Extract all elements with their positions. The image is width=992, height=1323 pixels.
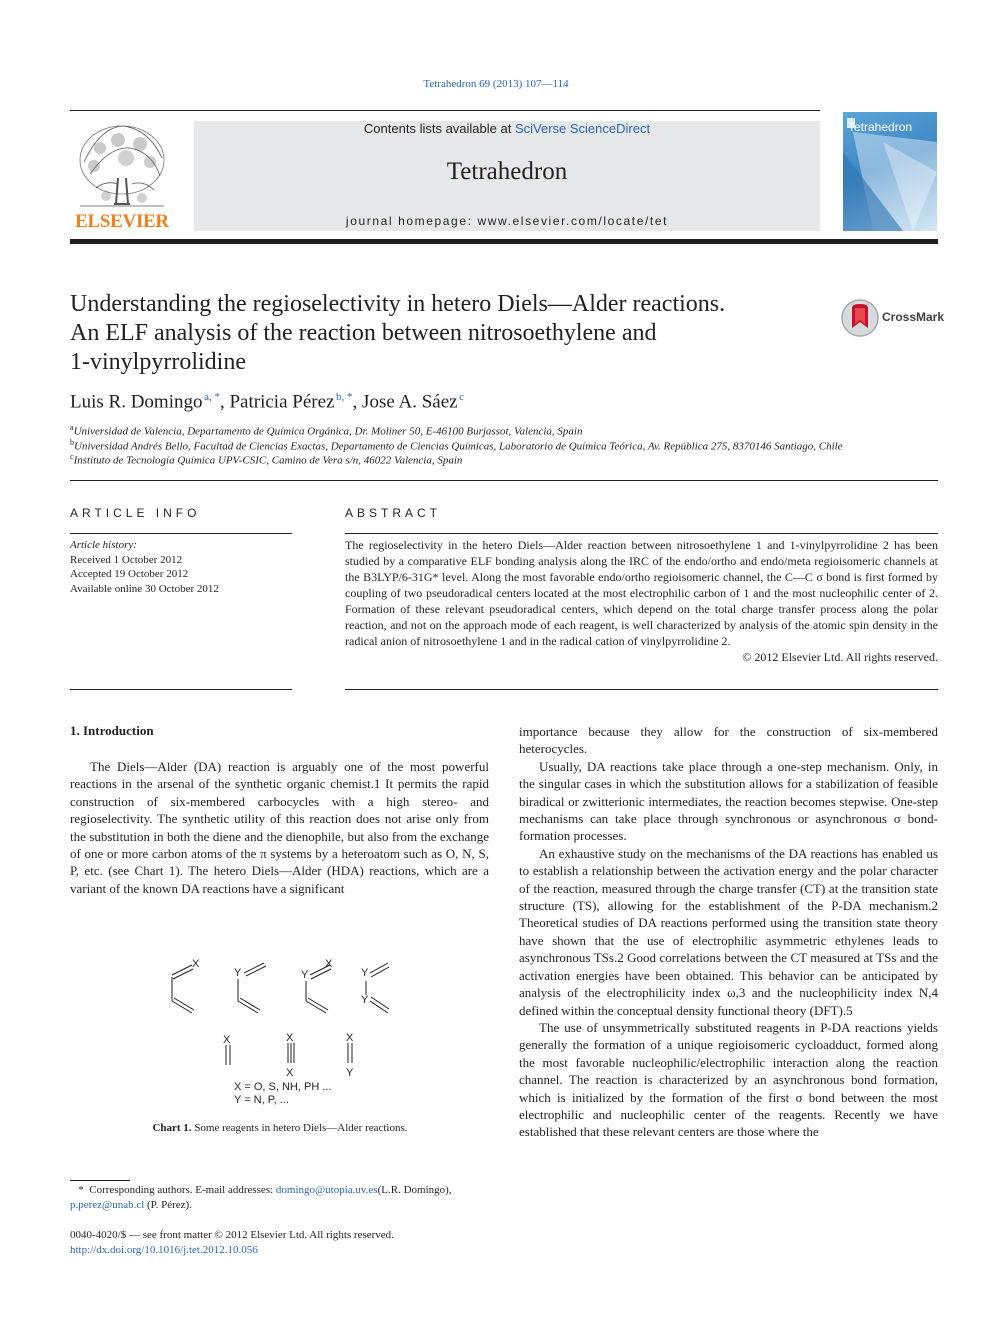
chart1-caption (70, 1122, 490, 1134)
atom-label: Y (234, 967, 242, 979)
section-heading-introduction: 1. Introduction (70, 723, 154, 738)
footnote-name: (L.R. Domingo), (377, 1184, 452, 1196)
crossmark-label[interactable]: CrossMark (882, 310, 945, 324)
atom-label: Y (301, 969, 309, 981)
atom-label: Y (361, 994, 369, 1006)
title-line: 1-vinylpyrrolidine (70, 349, 246, 375)
article-info-bottom-rule (70, 689, 292, 690)
author-affil-marker[interactable]: a, * (204, 391, 220, 403)
intro-paragraph: The Diels—Alder (DA) reaction is arguably one of the most powerful reactions in the arsenal of the synthetic organic chemist.1 It permits the rapid construction of six-membered carbocycles with a high stereo- and regioselectivity. The synthetic utility of this reaction does not arise only from the substitution in both the diene and the dienophile, but also from the exchange of one or more carbon atoms of the π systems by a heteroatom such as O, N, S, P, etc. (see Chart 1). The hetero Diels—Alder (HDA) reactions, which are a variant of the known DA reactions have a significant (70, 759, 489, 896)
affiliation-rule (70, 480, 938, 481)
journal-citation[interactable]: Tetrahedron 69 (2013) 107—114 (423, 78, 569, 90)
article-title (70, 290, 810, 377)
abstract-bottom-rule (345, 689, 938, 690)
footnote-prefix: Corresponding authors. E-mail addresses: (89, 1184, 276, 1196)
affiliation-text: Universidad Andrés Bello, Facultad de Ciencias Exactas, Departamento de Ciencias Químicas, Laboratorio de Química Teórica, Av. República 275, 8370146 Santiago, Chile (74, 440, 843, 453)
chart1-caption-label: Chart 1. (152, 1122, 192, 1134)
affiliation-mark: a (70, 423, 74, 432)
affiliation-mark: b (70, 438, 74, 447)
atom-label: X (286, 1032, 294, 1044)
abstract-body (345, 537, 938, 665)
atom-label: X (286, 1067, 294, 1079)
sciencedirect-link[interactable]: SciVerse ScienceDirect (514, 121, 651, 136)
title-line: Understanding the regioselectivity in hetero Diels—Alder reactions. (70, 291, 726, 317)
corresponding-author-footnote (70, 1183, 490, 1213)
abstract-heading: ABSTRACT (345, 506, 442, 520)
intro-paragraph: importance because they allow for the construction of six-membered heterocycles. (519, 724, 938, 757)
abstract-text: The regioselectivity in the hetero Diels—Alder reaction between nitrosoethylene 1 and 1-vinylpyrrolidine 2 has been studied by a comparative ELF bonding analysis along the IRC of the endo/ortho and endo/meta regioisomeric channels at the B3LYP/6-31G* level. Along the most favorable endo/ortho regioisomeric channel, the C—C σ bond is first formed by coupling of two pseudoradical centers located at the most electrophilic carbon of 1 and the most nucleophilic center of 2. Formation of these relevant pseudoradical centers, which depend on the total charge transfer process along the polar reaction, and not on the approach mode of each reagent, is well characterized by analysis of the atomic spin density in the radical anion of nitrosoethylene 1 and in the radical cation of vinylpyrrolidine 2. (345, 538, 938, 648)
right-column (519, 723, 938, 1141)
affiliation-text: Instituto de Tecnología Química UPV-CSIC, Camino de Vera s/n, 46022 Valencia, Spain (73, 454, 463, 467)
footnote-rule (70, 1180, 130, 1181)
journal-homepage[interactable]: journal homepage: www.elsevier.com/locate/tet (345, 214, 669, 228)
header-thick-rule (70, 239, 938, 244)
cover-title: Tetrahedron (848, 120, 913, 134)
chart1-legend-x: X = O, S, NH, PH ... (234, 1081, 332, 1093)
doi-link[interactable]: http://dx.doi.org/10.1016/j.tet.2012.10.056 (70, 1244, 258, 1256)
front-matter (70, 1228, 394, 1258)
received-date: Received 1 October 2012 (70, 553, 183, 566)
atom-label: X (192, 958, 200, 970)
affiliation (70, 438, 843, 453)
abstract-rule (345, 533, 938, 534)
chart1-structures (160, 955, 400, 1115)
author-name: Jose A. Sáez (362, 391, 458, 413)
article-info-heading: ARTICLE INFO (70, 506, 201, 520)
left-column (70, 758, 489, 897)
affiliation (70, 423, 582, 438)
article-history (70, 538, 219, 596)
affiliation (70, 452, 462, 467)
intro-paragraph: Usually, DA reactions take place through a one-step mechanism. Only, in the singular cases in which the substitution allows for a stabilization of feasible biradical or zwitterionic intermediates, the reaction becomes stepwise. One-step mechanisms can take place through synchronous or asynchronous σ bond-formation processes. (519, 758, 938, 844)
title-line: An ELF analysis of the reaction between nitrosoethylene and (70, 320, 657, 346)
author-name: Patricia Pérez (229, 391, 335, 413)
accepted-date: Accepted 19 October 2012 (70, 568, 189, 580)
author-affil-marker[interactable]: b, * (336, 391, 353, 403)
online-date: Available online 30 October 2012 (70, 582, 219, 595)
article-info-rule (70, 533, 292, 534)
footnote-name: (P. Pérez). (144, 1199, 192, 1211)
affiliation-text: Universidad de Valencia, Departamento de Química Orgánica, Dr. Moliner 50, E-46100 Burjassot, Valencia, Spain (73, 425, 583, 438)
email-link[interactable]: domingo@utopia.uv.es (275, 1184, 378, 1196)
atom-label: X (346, 1032, 354, 1044)
history-label: Article history: (70, 539, 137, 551)
abstract-copyright: © 2012 Elsevier Ltd. All rights reserved. (742, 650, 938, 664)
chart1-caption-text: Some reagents in hetero Diels—Alder reactions. (191, 1122, 408, 1134)
chart1-atom-labels (192, 958, 369, 1079)
issn-line: 0040-4020/$ — see front matter © 2012 Elsevier Ltd. All rights reserved. (70, 1229, 394, 1241)
atom-label: X (325, 958, 333, 970)
intro-paragraph: The use of unsymmetrically substituted reagents in P-DA reactions yields generally the formation of a unique regioisomeric cycloadduct, formed along the most favorable nucleophilic/electrophilic interaction along the reaction channel. The reaction is characterized by an asynchronous bond formation, which is initialized by the formation of the first σ bond between the most electrophilic and nucleophilic center of the reagents. Recently we have established that these relevant centers are those where the (519, 1019, 938, 1140)
contents-line (194, 121, 820, 136)
author-list: Luis R. Domingo $^{a, *}$, Patricia Pérez $^{b, *}$, Jose A. Sáez $^c$ (70, 391, 465, 413)
affiliation-mark: c (70, 452, 74, 461)
author-affil-marker[interactable]: c (459, 391, 465, 403)
atom-label: X (223, 1034, 231, 1046)
chart1-legend-y: Y = N, P, ... (234, 1094, 289, 1106)
email-link[interactable]: p.perez@unab.cl (70, 1199, 145, 1211)
contents-prefix: Contents lists available at (363, 121, 515, 136)
journal-title: Tetrahedron (446, 158, 568, 185)
intro-paragraph: An exhaustive study on the mechanisms of the DA reactions has enabled us to establish a relationship between the activation energy and the polar character of the reaction, measured through the charge transfer (CT) at the transition state structure (TS), allowing for the establishment of the P-DA mechanism.2 Theoretical studies of DA reactions performed using the transition state theory have shown that the use of electrophilic asymmetric ethylenes leads to asynchronous TSs.2 Good correlations between the CT measured at TSs and the activation energies have been obtained. This behavior can be anticipated by analysis of the electrophilicity index ω,3 and the nucleophilicity index N,4 defined within the conceptual density functional theory (DFT).5 (519, 845, 938, 1018)
author-name: Luis R. Domingo (70, 391, 203, 413)
atom-label: Y (346, 1067, 354, 1079)
publisher-wordmark: ELSEVIER (75, 211, 169, 232)
footnote-star: * (78, 1184, 84, 1196)
atom-label: Y (361, 967, 369, 979)
header-rule (70, 110, 820, 111)
crossmark-icon[interactable] (840, 298, 880, 338)
